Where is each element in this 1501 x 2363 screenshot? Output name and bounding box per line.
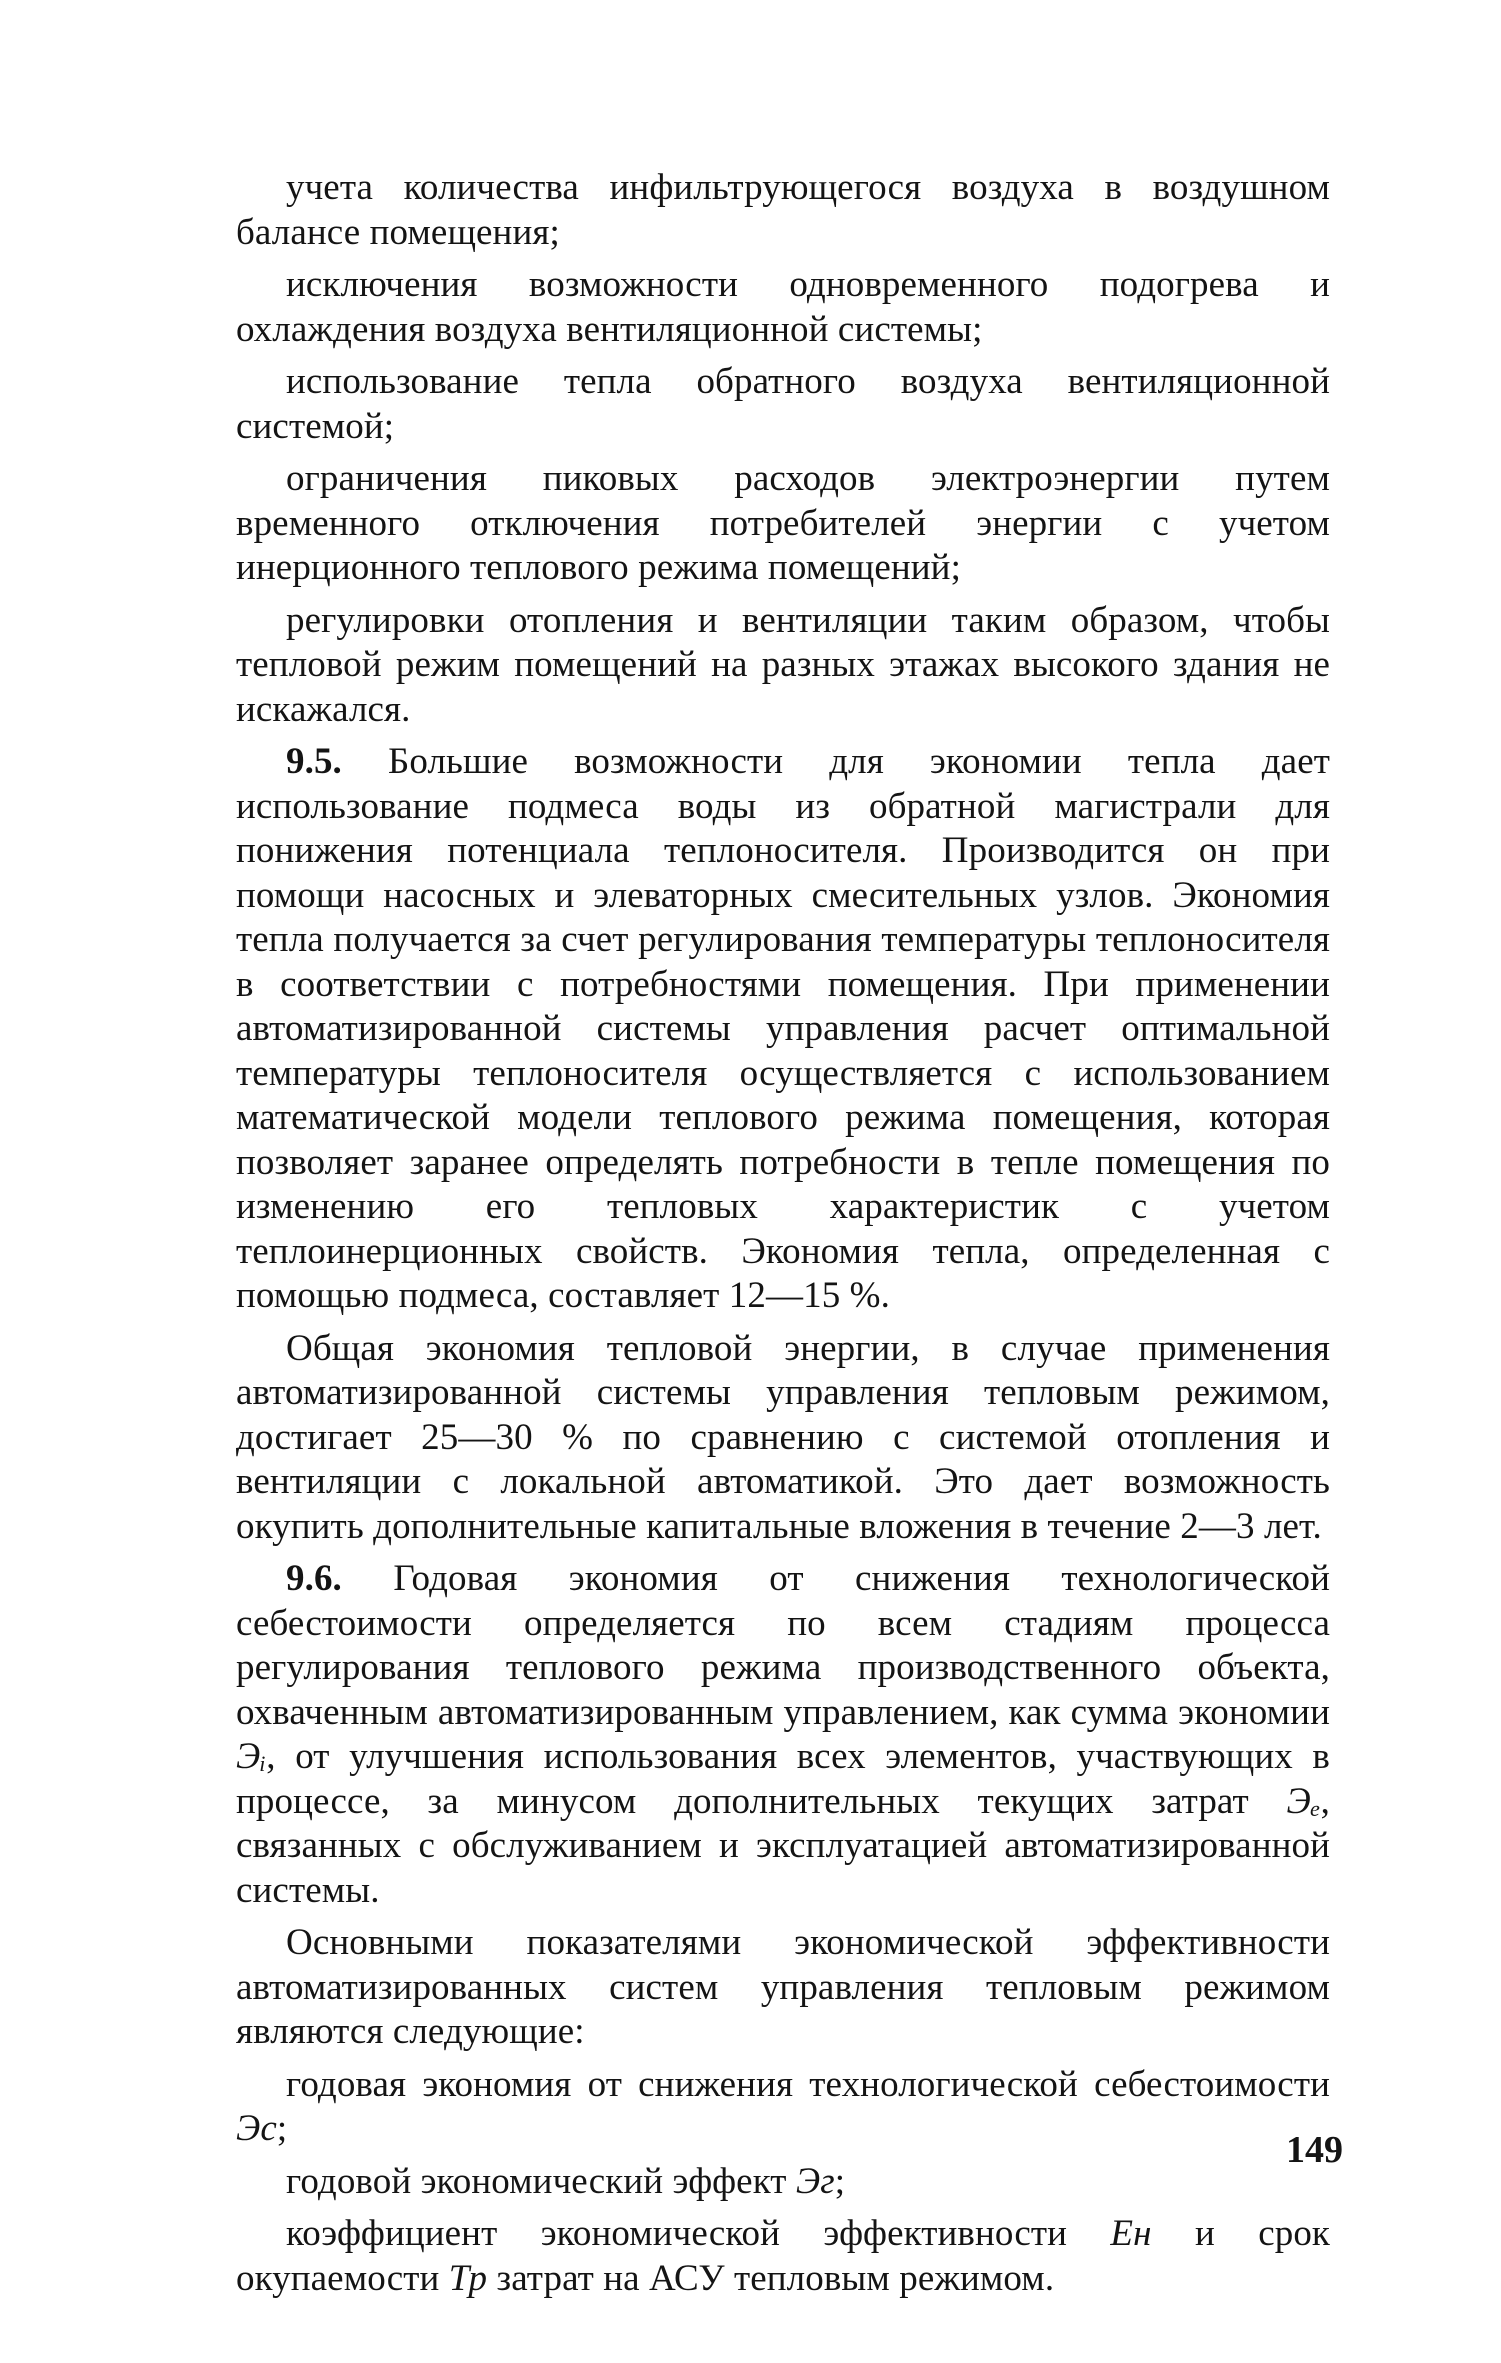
- symbol-e-n: Ен: [1110, 2213, 1152, 2254]
- section-9-5: 9.5. Большие возможности для экономии тепла дает использование подмеса воды из обратной магистрали для понижения потенциала теплоносителя. Производится он при помощи насосных и элеваторных смесительных узлов. Экономия тепла получается за счет регулирования температуры теплоносителя в соответствии с потребностями помещения. При применении автоматизированной системы управления расчет оптимальной температуры теплоносителя осуществляется с использованием математической модели теплового режима помещения, которая позволяет заранее определять потребности в тепле помещения по изменению его тепловых характеристик с учетом теплоинерционных свойств. Экономия тепла, определенная с помощью подмеса, составляет 12—15 %.: [236, 741, 1331, 1316]
- page-number: 149: [1286, 2129, 1343, 2171]
- symbol-e-e: Эₑ: [1286, 1780, 1321, 1822]
- page-body: [236, 166, 1330, 2301]
- symbol-t-p: Тр: [448, 2257, 488, 2299]
- symbol-e-g: Эг: [795, 2160, 835, 2202]
- paragraph-indicators-intro: Основными показателями экономической эффективности автоматизированных систем управления тепловым режимом являются следующие:: [236, 1922, 1330, 2052]
- paragraph-heat-cool-exclusion: исключения возможности одновременного подогрева и охлаждения воздуха вентиляционной системы;: [236, 264, 1330, 350]
- symbol-e-c: Эс: [236, 2108, 277, 2149]
- paragraph-peak-limiting: ограничения пиковых расходов электроэнергии путем временного отключения потребителей энергии с учетом инерционного теплового режима помещений;: [236, 458, 1330, 588]
- paragraph-total-savings: Общая экономия тепловой энергии, в случае применения автоматизированной системы управления тепловым режимом, достигает 25—30 % по сравнению с системой отопления и вентиляции с локальной автоматикой. Это дает возможность окупить дополнительные капитальные вложения в течение 2—3 лет.: [236, 1327, 1330, 1547]
- symbol-e-i: Эᵢ: [236, 1736, 267, 1777]
- section-number: 9.5.: [286, 741, 342, 782]
- list-item-annual-savings: годовая экономия от снижения технологической себестоимости Эс;: [236, 2063, 1330, 2149]
- section-number: 9.6.: [286, 1558, 342, 1599]
- section-9-6: 9.6. Годовая экономия от снижения технологической себестоимости определяется по всем стадиям процесса регулирования теплового режима производственного объекта, охваченным автоматизированным управлением, как сумма экономии Эᵢ, от улучшения использования всех элементов, участвующих в процессе, за минусом дополнительных текущих затрат Эₑ, связанных с обслуживанием и эксплуатацией автоматизированной системы.: [236, 1558, 1330, 1911]
- paragraph-floor-regulation: регулировки отопления и вентиляции таким образом, чтобы тепловой режим помещений на разных этажах высокого здания не искажался.: [236, 599, 1330, 730]
- paragraph-return-air: использование тепла обратного воздуха вентиляционной системой;: [236, 361, 1330, 447]
- list-item-annual-effect: годовой экономический эффект Эг;: [286, 2160, 846, 2202]
- paragraph-air-balance: учета количества инфильтрующегося воздуха в воздушном балансе помещения;: [236, 167, 1330, 253]
- list-item-efficiency-coefficient: коэффициент экономической эффективности Ен и срок окупаемости Тр затрат на АСУ тепловым режимом.: [236, 2213, 1330, 2299]
